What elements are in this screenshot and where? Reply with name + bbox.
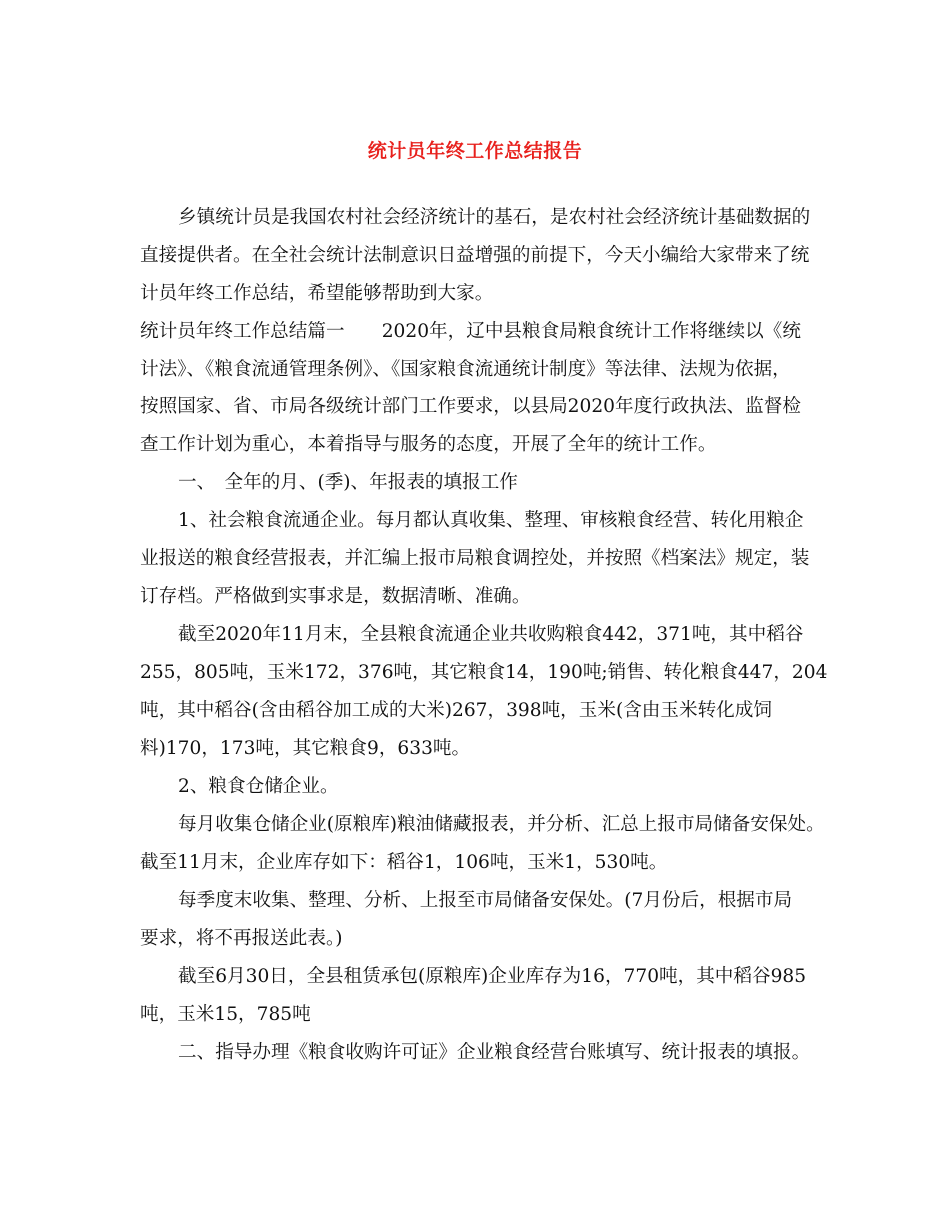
paragraph-line: 截至11月末，企业库存如下：稻谷1，106吨，玉米1，530吨。 [140,852,668,873]
paragraph-line: 1、社会粮食流通企业。每月都认真收集、整理、审核粮食经营、转化用粮企 [178,510,804,531]
paragraph-line: 乡镇统计员是我国农村社会经济统计的基石，是农村社会经济统计基础数据的 [178,207,811,228]
paragraph-line: 料)170，173吨，其它粮食9，633吨。 [140,738,471,759]
paragraph-line: 255，805吨，玉米172，376吨，其它粮食14，190吨;销售、转化粮食447，204 [140,662,828,683]
paragraph-line: 业报送的粮食经营报表，并汇编上报市局粮食调控处，并按照《档案法》规定，装 [140,548,810,569]
paragraph-line: 统计员年终工作总结篇一 2020年，辽中县粮食局粮食统计工作将继续以《统 [140,321,801,342]
section-heading: 一、 全年的月、(季)、年报表的填报工作 [178,472,518,493]
paragraph-line: 每月收集仓储企业(原粮库)粮油储藏报表，并分析、汇总上报市局储备安保处。 [178,814,825,835]
paragraph-line: 直接提供者。在全社会统计法制意识日益增强的前提下，今天小编给大家带来了统 [140,245,810,266]
paragraph-line: 吨，玉米15，785吨 [140,1004,311,1025]
paragraph-line: 查工作计划为重心，本着指导与服务的态度，开展了全年的统计工作。 [140,434,717,455]
paragraph-line: 要求，将不再报送此表。) [140,928,343,949]
section-heading: 二、指导办理《粮食收购许可证》企业粮食经营台账填写、统计报表的填报。 [178,1042,811,1063]
paragraph-line: 计法》、《粮食流通管理条例》、《国家粮食流通统计制度》等法律、法规为依据， [140,359,791,380]
paragraph-line: 计员年终工作总结，希望能够帮助到大家。 [140,283,494,304]
paragraph-line: 按照国家、省、市局各级统计部门工作要求，以县局2020年度行政执法、监督检 [140,396,801,417]
document-title: 统计员年终工作总结报告 [367,140,583,162]
paragraph-line: 2、粮食仓储企业。 [178,776,339,797]
paragraph-line: 吨，其中稻谷(含由稻谷加工成的大米)267，398吨，玉米(含由玉米转化成饲 [140,700,772,721]
paragraph-line: 每季度末收集、整理、分析、上报至市局储备安保处。(7月份后，根据市局 [178,890,793,911]
paragraph-line: 截至2020年11月末，全县粮食流通企业共收购粮食442，371吨，其中稻谷 [178,624,804,645]
paragraph-line: 截至6月30日，全县租赁承包(原粮库)企业库存为16，770吨，其中稻谷985 [178,966,807,987]
paragraph-line: 订存档。严格做到实事求是，数据清晰、准确。 [140,586,531,607]
